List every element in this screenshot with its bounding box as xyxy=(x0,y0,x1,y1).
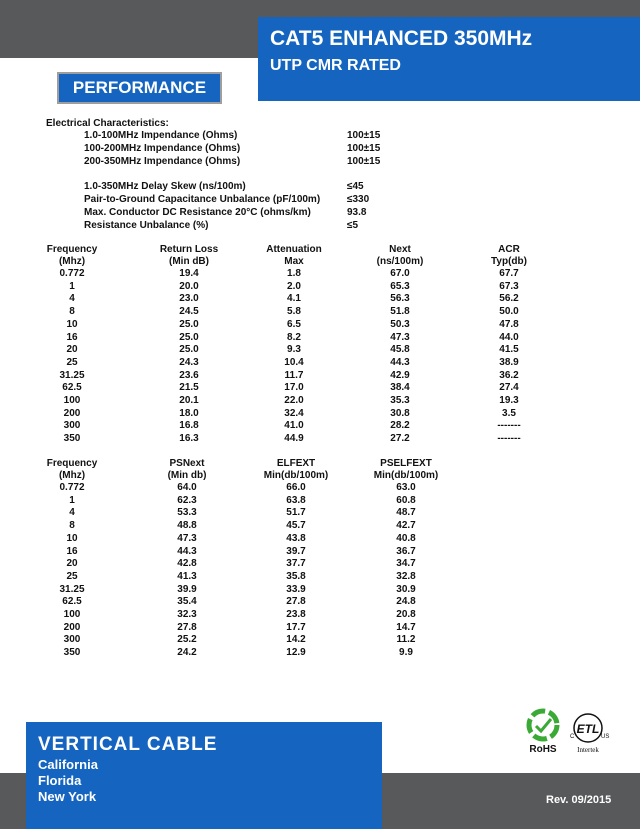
table-row xyxy=(0,268,600,280)
footer-box xyxy=(26,722,382,829)
table-cell: (Mhz) xyxy=(58,470,86,481)
table-cell: 17.7 xyxy=(286,621,306,633)
table-cell: 42.9 xyxy=(390,369,410,381)
rohs-logo-icon xyxy=(524,708,562,756)
table-cell: 24.8 xyxy=(396,596,416,608)
spec-label: Pair-to-Ground Capacitance Unbalance (pF/100m) xyxy=(84,194,321,205)
table-cell: 42.7 xyxy=(396,520,416,532)
svg-text:ETL: ETL xyxy=(576,722,600,736)
table-row xyxy=(0,634,600,646)
table-row xyxy=(0,482,600,494)
table-cell: 19.3 xyxy=(499,395,519,406)
table-cell: Max xyxy=(284,256,304,267)
etl-brand-text: Intertek xyxy=(577,746,599,754)
impedance-label: 200-350MHz Impendance (Ohms) xyxy=(84,156,241,167)
table-cell: 17.0 xyxy=(284,382,304,394)
table-cell: 41.0 xyxy=(284,420,304,432)
table-cell: 41.5 xyxy=(499,344,519,356)
spec-value: ≤330 xyxy=(347,194,370,205)
table-cell: Min(db/100m) xyxy=(373,470,439,481)
spec-label: Resistance Unbalance (%) xyxy=(84,220,209,231)
table-cell: 67.7 xyxy=(499,268,519,279)
table-subheader-row xyxy=(0,256,600,268)
impedance-value: 100±15 xyxy=(347,130,381,141)
table-cell: 35.8 xyxy=(286,570,306,582)
table-cell: 56.3 xyxy=(390,293,410,305)
table-cell: 16 xyxy=(66,545,78,557)
table-cell: 65.3 xyxy=(390,280,410,292)
table-cell: ACR xyxy=(498,244,520,255)
table-cell: (Mhz) xyxy=(58,256,86,267)
table-cell: (Min dB) xyxy=(169,256,209,267)
product-title: CAT5 ENHANCED 350MHz xyxy=(270,27,533,50)
table-row xyxy=(0,332,600,344)
table-cell: 44.3 xyxy=(177,545,197,557)
table-cell: 27.8 xyxy=(286,596,306,608)
table-cell: 6.5 xyxy=(287,318,301,330)
table-cell: 20.8 xyxy=(396,609,416,620)
table-cell: 39.9 xyxy=(177,583,197,595)
table-cell: 8.2 xyxy=(287,331,301,343)
table-cell: 11.7 xyxy=(284,369,304,381)
table-cell: 44.3 xyxy=(390,356,410,368)
table-cell: 44.9 xyxy=(284,433,304,445)
table-cell: Frequency xyxy=(46,458,98,469)
table-subheader-row xyxy=(0,470,600,482)
table-cell: Frequency xyxy=(46,244,98,255)
table-row xyxy=(0,546,600,558)
table-row xyxy=(0,408,600,420)
table-cell: 41.3 xyxy=(177,570,197,582)
table-cell: 0.772 xyxy=(59,268,85,279)
table-cell: 23.6 xyxy=(179,369,199,381)
table-cell: 31.25 xyxy=(59,369,85,381)
table-cell: 24.2 xyxy=(177,647,197,659)
table-cell: 11.2 xyxy=(396,634,416,646)
table-cell: 20.1 xyxy=(179,395,199,406)
table-cell: 10.4 xyxy=(284,356,304,368)
table-cell: 63.8 xyxy=(286,494,306,506)
table-cell: 31.25 xyxy=(59,583,85,595)
table-cell: 24.5 xyxy=(179,306,199,318)
table-cell: 38.4 xyxy=(390,382,410,394)
table-cell: 47.3 xyxy=(177,532,197,544)
table-cell: 3.5 xyxy=(502,407,516,419)
table-row xyxy=(0,622,600,634)
table-cell: 27.8 xyxy=(177,621,197,633)
impedance-value: 100±15 xyxy=(347,143,381,154)
table-cell: ------- xyxy=(497,420,521,432)
table-cell: 4 xyxy=(69,507,75,519)
spec-value: ≤45 xyxy=(347,181,364,192)
table-cell: 4.1 xyxy=(287,293,301,305)
impedance-label: 1.0-100MHz Impendance (Ohms) xyxy=(84,130,238,141)
table-cell: 100 xyxy=(63,395,81,406)
location-item: New York xyxy=(38,789,97,804)
table-cell: 10 xyxy=(66,532,78,544)
table-cell: 39.7 xyxy=(286,545,306,557)
table-cell: 25.2 xyxy=(177,634,197,646)
product-subtitle: UTP CMR RATED xyxy=(270,57,401,74)
table-cell: 48.8 xyxy=(177,520,197,532)
etl-c-text: C xyxy=(570,734,575,740)
table-cell: 50.0 xyxy=(499,306,519,318)
table-cell: Attenuation xyxy=(266,244,322,255)
table-cell: 45.7 xyxy=(286,520,306,532)
performance-label-frame xyxy=(57,72,222,104)
etl-intertek-logo-icon xyxy=(566,710,610,758)
table-cell: 25.0 xyxy=(179,331,199,343)
table-cell: 350 xyxy=(63,647,81,659)
table-cell: 19.4 xyxy=(179,268,199,279)
table-cell: 48.7 xyxy=(396,507,416,519)
table-cell: 25 xyxy=(66,570,78,582)
table-row xyxy=(0,281,600,293)
table-cell: 8 xyxy=(69,306,75,318)
table-cell: 300 xyxy=(63,634,81,646)
table-row xyxy=(0,344,600,356)
company-name: VERTICAL CABLE xyxy=(38,734,218,755)
table-cell: 9.3 xyxy=(287,344,301,356)
table-row xyxy=(0,584,600,596)
table-cell: 62.5 xyxy=(62,382,82,394)
table-header-row xyxy=(0,244,600,256)
table-cell: 18.0 xyxy=(179,407,199,419)
table-cell: 56.2 xyxy=(499,293,519,305)
table-cell: 10 xyxy=(66,318,78,330)
table-row xyxy=(0,382,600,394)
table-cell: 66.0 xyxy=(286,482,306,493)
impedance-value: 100±15 xyxy=(347,156,381,167)
table-cell: 36.2 xyxy=(499,369,519,381)
table-cell: 350 xyxy=(63,433,81,445)
table-row xyxy=(0,533,600,545)
impedance-label: 100-200MHz Impendance (Ohms) xyxy=(84,143,241,154)
table-cell: Typ(db) xyxy=(491,256,527,267)
table-row xyxy=(0,609,600,621)
table-row xyxy=(0,647,600,659)
table-cell: 20 xyxy=(66,558,78,570)
table-cell: 27.4 xyxy=(499,382,519,394)
table-cell: (ns/100m) xyxy=(376,256,424,267)
spec-value: ≤5 xyxy=(347,220,359,231)
table-cell: 32.8 xyxy=(396,570,416,582)
table-cell: 27.2 xyxy=(390,433,410,445)
table-row xyxy=(0,319,600,331)
table-cell: 25 xyxy=(66,356,78,368)
electrical-heading: Electrical Characteristics: xyxy=(46,118,169,129)
table-row xyxy=(0,395,600,407)
table-cell: 37.7 xyxy=(286,558,306,570)
table-cell: 24.3 xyxy=(179,356,199,368)
table-cell: 32.4 xyxy=(284,407,304,419)
table-cell: PSNext xyxy=(169,458,205,469)
table-cell: 67.0 xyxy=(390,268,410,279)
table-cell: 40.8 xyxy=(396,532,416,544)
table-cell: 51.7 xyxy=(286,507,306,519)
spec-value: 93.8 xyxy=(347,207,367,218)
table-cell: PSELFEXT xyxy=(380,458,432,469)
table-row xyxy=(0,370,600,382)
table-row xyxy=(0,420,600,432)
table-header-row xyxy=(0,458,600,470)
table-cell: Min(db/100m) xyxy=(263,470,329,481)
table-cell: 53.3 xyxy=(177,507,197,519)
table-cell: (Min db) xyxy=(167,470,207,481)
table-cell: 44.0 xyxy=(499,331,519,343)
table-row xyxy=(0,495,600,507)
table-cell: 4 xyxy=(69,293,75,305)
table-cell: Return Loss xyxy=(159,244,219,255)
table-cell: 64.0 xyxy=(177,482,197,493)
rohs-text: RoHS xyxy=(529,744,557,755)
table-cell: 23.0 xyxy=(179,293,199,305)
table-cell: 9.9 xyxy=(399,647,413,659)
table-cell: 42.8 xyxy=(177,558,197,570)
table-cell: 0.772 xyxy=(59,482,85,493)
table-cell: 33.9 xyxy=(286,583,306,595)
table-cell: 100 xyxy=(63,609,81,620)
table-cell: 16 xyxy=(66,331,78,343)
table-cell: 2.0 xyxy=(287,280,301,292)
table-cell: 300 xyxy=(63,420,81,432)
table-cell: 35.3 xyxy=(390,395,410,406)
table-row xyxy=(0,520,600,532)
table-cell: 63.0 xyxy=(396,482,416,493)
table-cell: 1.8 xyxy=(287,268,301,279)
table-row xyxy=(0,596,600,608)
table-cell: 8 xyxy=(69,520,75,532)
table-cell: 36.7 xyxy=(396,545,416,557)
table-row xyxy=(0,571,600,583)
table-row xyxy=(0,507,600,519)
table-cell: 30.9 xyxy=(396,583,416,595)
table-cell: 43.8 xyxy=(286,532,306,544)
table-cell: 21.5 xyxy=(179,382,199,394)
title-box xyxy=(258,17,640,101)
table-cell: 47.3 xyxy=(390,331,410,343)
table-cell: 1 xyxy=(69,280,75,292)
spec-label: 1.0-350MHz Delay Skew (ns/100m) xyxy=(84,181,246,192)
table-cell: 32.3 xyxy=(177,609,197,620)
table-cell: 23.8 xyxy=(286,609,306,620)
table-cell: Next xyxy=(389,244,411,255)
location-item: California xyxy=(38,757,98,772)
table-cell: 200 xyxy=(63,407,81,419)
table-cell: 62.3 xyxy=(177,494,197,506)
performance-label: PERFORMANCE xyxy=(59,74,220,102)
table-cell: 38.9 xyxy=(499,356,519,368)
table-cell: 25.0 xyxy=(179,318,199,330)
table-cell: 47.8 xyxy=(499,318,519,330)
table-cell: ------- xyxy=(497,433,521,445)
table-cell: 45.8 xyxy=(390,344,410,356)
table-cell: 20 xyxy=(66,344,78,356)
table-row xyxy=(0,558,600,570)
table-cell: 14.7 xyxy=(396,621,416,633)
table-cell: 67.3 xyxy=(499,280,519,292)
etl-us-text: US xyxy=(601,734,610,740)
table-cell: 34.7 xyxy=(396,558,416,570)
table-row xyxy=(0,357,600,369)
table-cell: 50.3 xyxy=(390,318,410,330)
table-cell: 60.8 xyxy=(396,494,416,506)
table-cell: 12.9 xyxy=(286,647,306,659)
table-cell: 200 xyxy=(63,621,81,633)
table-cell: 5.8 xyxy=(287,306,301,318)
table-cell: 35.4 xyxy=(177,596,197,608)
revision-label: Rev. 09/2015 xyxy=(546,794,612,806)
table-cell: 28.2 xyxy=(390,420,410,432)
table-cell: 30.8 xyxy=(390,407,410,419)
spec-label: Max. Conductor DC Resistance 20°C (ohms/km) xyxy=(84,207,311,218)
table-cell: 62.5 xyxy=(62,596,82,608)
table-cell: 51.8 xyxy=(390,306,410,318)
table-cell: 25.0 xyxy=(179,344,199,356)
table-cell: ELFEXT xyxy=(276,458,316,469)
table-row xyxy=(0,293,600,305)
table-cell: 16.8 xyxy=(179,420,199,432)
table-cell: 1 xyxy=(69,494,75,506)
table-row xyxy=(0,306,600,318)
table-row xyxy=(0,433,600,445)
table-cell: 16.3 xyxy=(179,433,199,445)
table-cell: 14.2 xyxy=(286,634,306,646)
table-cell: 20.0 xyxy=(179,280,199,292)
location-item: Florida xyxy=(38,773,82,788)
table-cell: 22.0 xyxy=(284,395,304,406)
